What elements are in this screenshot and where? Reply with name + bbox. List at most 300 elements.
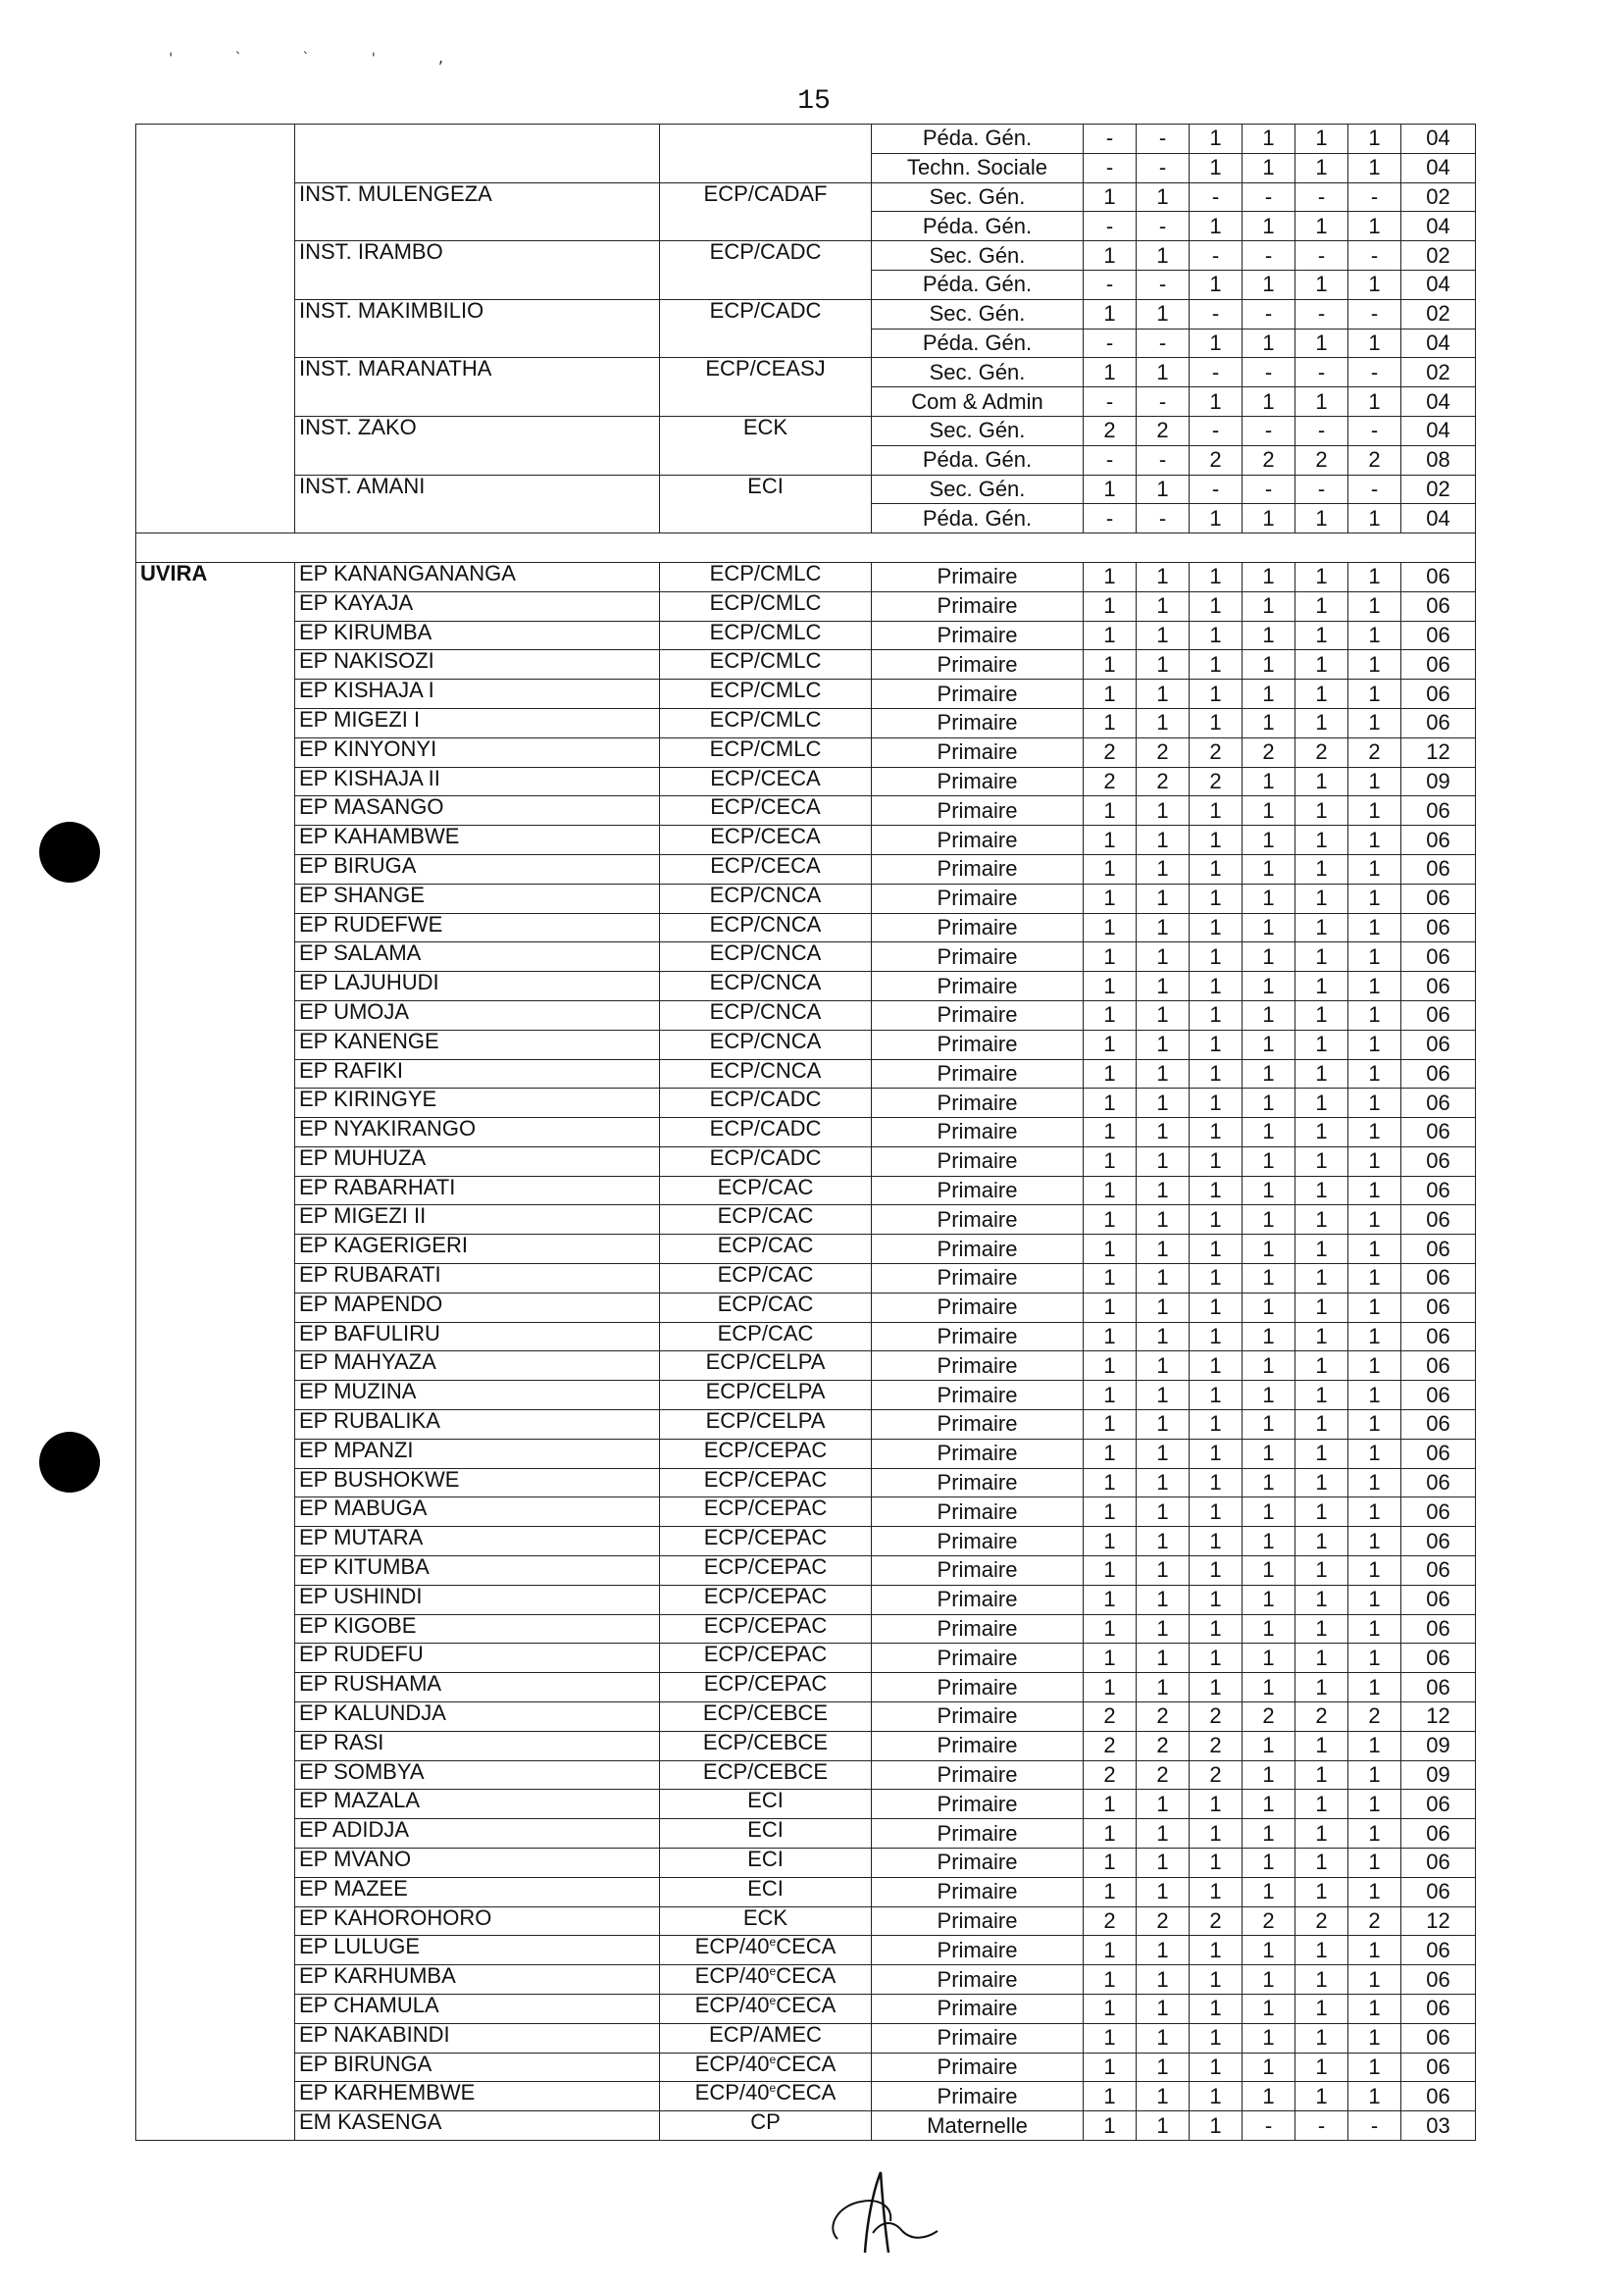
class-count: 1: [1084, 1556, 1137, 1586]
section-name: Primaire: [872, 1089, 1084, 1118]
table-row: [136, 680, 1476, 709]
class-count: 1: [1295, 2053, 1348, 2082]
class-count: 1: [1190, 826, 1243, 855]
management-code-text: ECP/CNCA: [709, 1059, 822, 1083]
class-count: 1: [1084, 358, 1137, 387]
class-count: 1: [1137, 1497, 1190, 1527]
class-count: -: [1137, 125, 1190, 154]
class-count: 1: [1084, 972, 1137, 1001]
class-count: 2: [1348, 445, 1401, 475]
section-name: Primaire: [872, 1585, 1084, 1614]
class-count: 1: [1190, 708, 1243, 737]
table-row: [136, 2053, 1476, 2082]
management-code-text: ECP/CNCA: [709, 884, 822, 907]
management-code: ECP/CEASJ: [660, 358, 872, 417]
school-name: EP KIRINGYE: [295, 1089, 660, 1118]
section-name: Sec. Gén.: [872, 416, 1084, 445]
class-count: 1: [1084, 1381, 1137, 1410]
class-count: 1: [1190, 621, 1243, 650]
management-code: ECK: [660, 416, 872, 475]
class-count: 1: [1295, 1293, 1348, 1322]
class-count: 1: [1084, 2053, 1137, 2082]
row-total: 06: [1401, 796, 1476, 826]
section-name: Primaire: [872, 737, 1084, 767]
section-name: Péda. Gén.: [872, 329, 1084, 358]
class-count: 1: [1137, 475, 1190, 504]
table-row: [136, 1731, 1476, 1760]
management-code: [660, 854, 872, 884]
class-count: 2: [1295, 445, 1348, 475]
class-count: 1: [1348, 884, 1401, 913]
row-total: 06: [1401, 1965, 1476, 1995]
class-count: 2: [1295, 737, 1348, 767]
table-row: [136, 1936, 1476, 1965]
class-count: 1: [1295, 1673, 1348, 1702]
class-count: -: [1348, 299, 1401, 329]
class-count: 1: [1190, 650, 1243, 680]
table-row: [136, 2082, 1476, 2111]
school-name: EP SHANGE: [295, 884, 660, 913]
table-row: [136, 1644, 1476, 1673]
class-count: 1: [1295, 680, 1348, 709]
class-count: 1: [1084, 1351, 1137, 1381]
zone-cell: [136, 125, 295, 533]
section-name: Primaire: [872, 1235, 1084, 1264]
management-code-text: ECP/CMLC: [709, 679, 822, 703]
class-count: 1: [1137, 1936, 1190, 1965]
class-count: 1: [1190, 562, 1243, 591]
class-count: 1: [1348, 1000, 1401, 1030]
class-count: 2: [1348, 1906, 1401, 1936]
management-code: [660, 1322, 872, 1351]
class-count: 1: [1295, 942, 1348, 972]
management-code-text: ECP/CEPAC: [703, 1585, 828, 1608]
class-count: 1: [1348, 2082, 1401, 2111]
row-total: 06: [1401, 650, 1476, 680]
class-count: -: [1190, 182, 1243, 212]
management-code-text: ECP/CAC: [717, 1293, 814, 1316]
class-count: 1: [1348, 562, 1401, 591]
table-row: [136, 884, 1476, 913]
class-count: 1: [1190, 913, 1243, 942]
section-name: Primaire: [872, 1790, 1084, 1819]
table-row: [136, 1205, 1476, 1235]
row-total: 06: [1401, 1118, 1476, 1147]
school-name: EP RAFIKI: [295, 1059, 660, 1089]
table-row: [136, 826, 1476, 855]
class-count: 1: [1137, 1995, 1190, 2024]
table-row: [136, 2111, 1476, 2141]
class-count: 1: [1348, 972, 1401, 1001]
class-count: 1: [1243, 1118, 1295, 1147]
management-code: [660, 562, 872, 591]
management-code-text: ECP/CELPA: [705, 1380, 826, 1404]
class-count: 1: [1348, 826, 1401, 855]
management-code-text: ECP/40: [694, 1994, 770, 2017]
class-count: 1: [1243, 796, 1295, 826]
section-name: Péda. Gén.: [872, 212, 1084, 241]
class-count: 1: [1243, 826, 1295, 855]
class-count: 1: [1295, 650, 1348, 680]
class-count: 1: [1348, 1556, 1401, 1586]
class-count: 1: [1348, 621, 1401, 650]
class-count: 1: [1348, 1410, 1401, 1440]
class-count: 1: [1190, 1673, 1243, 1702]
row-total: 06: [1401, 1059, 1476, 1089]
class-count: 1: [1243, 621, 1295, 650]
class-count: 1: [1243, 1644, 1295, 1673]
management-code: [660, 1614, 872, 1644]
section-name: Primaire: [872, 2023, 1084, 2053]
row-total: 09: [1401, 1760, 1476, 1790]
table-row: [136, 1556, 1476, 1586]
class-count: 1: [1295, 387, 1348, 417]
table-row: [136, 1673, 1476, 1702]
class-count: 1: [1243, 1410, 1295, 1440]
class-count: 1: [1348, 1673, 1401, 1702]
class-count: 1: [1348, 1205, 1401, 1235]
management-code: [660, 1527, 872, 1556]
class-count: 1: [1348, 1381, 1401, 1410]
class-count: 1: [1084, 796, 1137, 826]
table-row: [136, 1527, 1476, 1556]
class-count: 1: [1295, 1205, 1348, 1235]
class-count: 1: [1348, 1731, 1401, 1760]
school-name: INST. ZAKO: [295, 416, 660, 475]
management-code-text: ECP/CECA: [710, 767, 821, 790]
class-count: 1: [1243, 329, 1295, 358]
school-name: EP MPANZI: [295, 1439, 660, 1468]
management-code-suffix: CECA: [776, 2081, 837, 2105]
section-name: Primaire: [872, 1702, 1084, 1732]
table-row: [136, 1089, 1476, 1118]
row-total: 06: [1401, 972, 1476, 1001]
section-name: Primaire: [872, 1731, 1084, 1760]
class-count: 1: [1348, 1527, 1401, 1556]
class-count: 1: [1348, 1995, 1401, 2024]
table-row: [136, 241, 1476, 271]
class-count: -: [1348, 358, 1401, 387]
section-name: Techn. Sociale: [872, 153, 1084, 182]
class-count: 1: [1295, 913, 1348, 942]
class-count: 1: [1295, 1381, 1348, 1410]
class-count: 1: [1137, 1089, 1190, 1118]
row-total: 08: [1401, 445, 1476, 475]
class-count: 1: [1084, 1585, 1137, 1614]
management-code-text: ECP/40: [694, 2081, 770, 2105]
class-count: 1: [1190, 680, 1243, 709]
class-count: 1: [1295, 212, 1348, 241]
school-name: EP BIRUNGA: [295, 2053, 660, 2082]
class-count: 1: [1295, 1527, 1348, 1556]
class-count: 1: [1295, 1790, 1348, 1819]
class-count: 1: [1190, 504, 1243, 533]
section-name: Primaire: [872, 972, 1084, 1001]
class-count: 1: [1084, 884, 1137, 913]
class-count: 1: [1137, 182, 1190, 212]
section-name: Primaire: [872, 1906, 1084, 1936]
row-total: 09: [1401, 767, 1476, 796]
class-count: 1: [1137, 1000, 1190, 1030]
class-count: 1: [1348, 1118, 1401, 1147]
class-count: 1: [1243, 680, 1295, 709]
row-total: 06: [1401, 562, 1476, 591]
class-count: 1: [1190, 1176, 1243, 1205]
section-name: Primaire: [872, 1439, 1084, 1468]
table-row: [136, 1146, 1476, 1176]
management-code: [660, 1673, 872, 1702]
school-name: EP MUTARA: [295, 1527, 660, 1556]
school-name: EP SOMBYA: [295, 1760, 660, 1790]
school-name: EP KANANGANANGA: [295, 562, 660, 591]
section-name: Primaire: [872, 826, 1084, 855]
section-name: Primaire: [872, 1936, 1084, 1965]
class-count: 1: [1295, 1877, 1348, 1906]
class-count: 1: [1084, 241, 1137, 271]
row-total: 06: [1401, 854, 1476, 884]
table-row: [136, 125, 1476, 154]
school-name: EP RASI: [295, 1731, 660, 1760]
class-count: 1: [1084, 1293, 1137, 1322]
class-count: 2: [1190, 1702, 1243, 1732]
class-count: 1: [1137, 1351, 1190, 1381]
class-count: 1: [1348, 1936, 1401, 1965]
class-count: 1: [1348, 942, 1401, 972]
class-count: 1: [1137, 1965, 1190, 1995]
class-count: 1: [1190, 1790, 1243, 1819]
table-row: [136, 1381, 1476, 1410]
class-count: 1: [1295, 1351, 1348, 1381]
table-row: [136, 358, 1476, 387]
class-count: 1: [1295, 1936, 1348, 1965]
management-code: ECI: [660, 475, 872, 533]
class-count: 1: [1084, 621, 1137, 650]
school-table: [135, 124, 1476, 2141]
section-name: Primaire: [872, 1000, 1084, 1030]
school-name: INST. MARANATHA: [295, 358, 660, 417]
section-name: Primaire: [872, 854, 1084, 884]
section-name: Primaire: [872, 1965, 1084, 1995]
management-code: [660, 1819, 872, 1849]
class-count: 1: [1190, 270, 1243, 299]
management-code: ECP/CADC: [660, 241, 872, 300]
section-name: Sec. Gén.: [872, 241, 1084, 271]
class-count: 1: [1137, 1673, 1190, 1702]
class-count: 2: [1084, 767, 1137, 796]
class-count: -: [1243, 416, 1295, 445]
class-count: 1: [1190, 884, 1243, 913]
section-name: Primaire: [872, 708, 1084, 737]
class-count: 1: [1295, 1614, 1348, 1644]
class-count: 1: [1243, 1205, 1295, 1235]
management-code-text: ECP/40: [694, 1935, 770, 1959]
class-count: 1: [1243, 1468, 1295, 1497]
class-count: 1: [1295, 1439, 1348, 1468]
class-count: 1: [1190, 942, 1243, 972]
class-count: -: [1084, 212, 1137, 241]
class-count: 2: [1295, 1702, 1348, 1732]
ordinal-superscript: e: [769, 1935, 777, 1950]
class-count: 2: [1137, 1760, 1190, 1790]
class-count: 1: [1243, 2053, 1295, 2082]
section-name: Primaire: [872, 621, 1084, 650]
class-count: -: [1190, 241, 1243, 271]
school-name: EP RUDEFU: [295, 1644, 660, 1673]
management-code: [660, 1030, 872, 1059]
class-count: 1: [1190, 1849, 1243, 1878]
school-name: EP BUSHOKWE: [295, 1468, 660, 1497]
class-count: 1: [1295, 1849, 1348, 1878]
class-count: 1: [1295, 1819, 1348, 1849]
class-count: 1: [1243, 1673, 1295, 1702]
class-count: 1: [1243, 153, 1295, 182]
school-name: EP RABARHATI: [295, 1176, 660, 1205]
school-name: EP RUBARATI: [295, 1264, 660, 1294]
section-name: Primaire: [872, 1468, 1084, 1497]
class-count: 1: [1243, 1176, 1295, 1205]
class-count: 1: [1190, 1118, 1243, 1147]
class-count: 1: [1348, 767, 1401, 796]
class-count: 1: [1084, 650, 1137, 680]
school-name: EP KITUMBA: [295, 1556, 660, 1586]
management-code: [660, 1205, 872, 1235]
row-total: 02: [1401, 182, 1476, 212]
class-count: 1: [1243, 854, 1295, 884]
school-name: EP KARHUMBA: [295, 1965, 660, 1995]
class-count: 1: [1084, 1877, 1137, 1906]
management-code: [660, 1849, 872, 1878]
management-code: [660, 1731, 872, 1760]
class-count: 1: [1348, 796, 1401, 826]
row-total: 06: [1401, 1000, 1476, 1030]
separator-row: [136, 533, 1476, 563]
management-code: [660, 796, 872, 826]
class-count: 1: [1084, 1790, 1137, 1819]
class-count: 1: [1295, 562, 1348, 591]
table-row: [136, 942, 1476, 972]
management-code-text: ECP/CNCA: [709, 941, 822, 966]
class-count: 1: [1295, 1995, 1348, 2024]
section-name: Primaire: [872, 2082, 1084, 2111]
school-name: EP MUHUZA: [295, 1146, 660, 1176]
class-count: -: [1190, 475, 1243, 504]
school-name: EP MUZINA: [295, 1381, 660, 1410]
class-count: 1: [1137, 591, 1190, 621]
class-count: 1: [1190, 1995, 1243, 2024]
separator-cell: [136, 533, 1476, 563]
class-count: 1: [1137, 562, 1190, 591]
class-count: 1: [1137, 1264, 1190, 1294]
management-code: ECP/CADC: [660, 299, 872, 358]
class-count: 1: [1295, 708, 1348, 737]
class-count: 1: [1137, 1118, 1190, 1147]
table-row: [136, 1410, 1476, 1440]
management-code: [660, 1146, 872, 1176]
punch-hole-upper: [39, 822, 100, 883]
section-name: Péda. Gén.: [872, 125, 1084, 154]
row-total: 06: [1401, 1235, 1476, 1264]
class-count: 1: [1348, 2023, 1401, 2053]
class-count: 1: [1137, 650, 1190, 680]
class-count: 2: [1190, 1731, 1243, 1760]
class-count: -: [1295, 358, 1348, 387]
table-row: [136, 1849, 1476, 1878]
school-name: EP MAHYAZA: [295, 1351, 660, 1381]
section-name: Primaire: [872, 1849, 1084, 1878]
class-count: 1: [1243, 1877, 1295, 1906]
school-name: EP MABUGA: [295, 1497, 660, 1527]
section-name: Primaire: [872, 1527, 1084, 1556]
class-count: 1: [1348, 1819, 1401, 1849]
management-code-text: ECP/CNCA: [709, 1030, 822, 1053]
table-row: [136, 1059, 1476, 1089]
management-code-text: ECP/CEPAC: [703, 1672, 828, 1697]
class-count: 1: [1190, 1644, 1243, 1673]
class-count: 1: [1190, 387, 1243, 417]
table-row: [136, 767, 1476, 796]
management-code: [660, 1118, 872, 1147]
class-count: -: [1137, 504, 1190, 533]
row-total: 06: [1401, 1176, 1476, 1205]
management-code-text: ECP/CMLC: [709, 708, 822, 732]
class-count: 1: [1137, 1468, 1190, 1497]
class-count: 1: [1190, 1527, 1243, 1556]
class-count: 1: [1243, 125, 1295, 154]
class-count: -: [1243, 299, 1295, 329]
class-count: 2: [1137, 1702, 1190, 1732]
class-count: 1: [1137, 1819, 1190, 1849]
row-total: 06: [1401, 1381, 1476, 1410]
class-count: 1: [1137, 708, 1190, 737]
class-count: 2: [1243, 737, 1295, 767]
management-code: ECP/CADAF: [660, 182, 872, 241]
class-count: 1: [1084, 1644, 1137, 1673]
class-count: 1: [1084, 1235, 1137, 1264]
row-total: 06: [1401, 1497, 1476, 1527]
class-count: 1: [1084, 475, 1137, 504]
class-count: 1: [1084, 182, 1137, 212]
table-row: [136, 1614, 1476, 1644]
class-count: 1: [1137, 1790, 1190, 1819]
section-name: Primaire: [872, 591, 1084, 621]
class-count: 1: [1190, 1293, 1243, 1322]
class-count: 1: [1190, 2111, 1243, 2141]
class-count: 1: [1190, 1381, 1243, 1410]
scan-specks: ' ` ` ' ,: [167, 51, 471, 67]
section-name: Péda. Gén.: [872, 504, 1084, 533]
class-count: 1: [1190, 212, 1243, 241]
class-count: 1: [1084, 1322, 1137, 1351]
management-code-text: ECP/CAC: [717, 1263, 814, 1288]
class-count: 1: [1137, 1439, 1190, 1468]
section-name: Primaire: [872, 1146, 1084, 1176]
section-name: Sec. Gén.: [872, 182, 1084, 212]
management-code-text: ECP/CECA: [710, 854, 821, 878]
class-count: 1: [1295, 1731, 1348, 1760]
row-total: 06: [1401, 1644, 1476, 1673]
class-count: 1: [1084, 1468, 1137, 1497]
class-count: 1: [1084, 1205, 1137, 1235]
class-count: 1: [1084, 1089, 1137, 1118]
management-code-text: ECI: [747, 1789, 784, 1813]
class-count: 1: [1137, 2111, 1190, 2141]
management-code: [660, 767, 872, 796]
class-count: 1: [1190, 1877, 1243, 1906]
management-code: [660, 1936, 872, 1965]
class-count: -: [1295, 241, 1348, 271]
class-count: 1: [1295, 125, 1348, 154]
class-count: 1: [1190, 1965, 1243, 1995]
